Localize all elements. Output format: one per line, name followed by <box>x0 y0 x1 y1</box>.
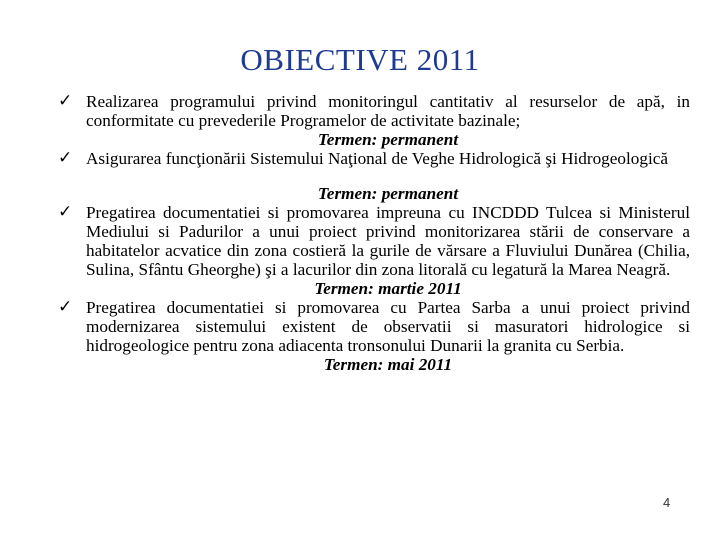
checkmark-icon: ✓ <box>58 91 73 111</box>
objective-deadline: Termen: permanent <box>317 130 459 149</box>
page-number: 4 <box>663 495 671 510</box>
checkmark-icon: ✓ <box>58 148 73 168</box>
list-item <box>58 92 690 149</box>
page-title: OBIECTIVE 2011 <box>240 42 480 77</box>
objective-text: Pregatirea documentatiei si promovarea cu Partea Sarba a unui proiect privind modernizarea sistemului existent de observatii si masuratori hidrologice si hidrogeologice pentru zona adiacenta tronsonului Dunarii la granita cu Serbia. <box>86 298 690 355</box>
objective-deadline: Termen: martie 2011 <box>314 279 462 298</box>
list-item <box>58 149 690 203</box>
checkmark-icon: ✓ <box>58 202 73 222</box>
list-item <box>58 203 690 298</box>
objective-deadline: Termen: permanent <box>317 184 459 203</box>
objective-text: Realizarea programului privind monitoringul cantitativ al resurselor de apă, in conformitate cu prevederile Programelor de activitate bazinale; <box>86 92 690 130</box>
objectives-list <box>58 92 690 374</box>
objective-deadline: Termen: mai 2011 <box>323 355 453 374</box>
checkmark-icon: ✓ <box>58 297 73 317</box>
objective-text: Asigurarea funcţionării Sistemului Naţional de Veghe Hidrologică şi Hidrogeologică <box>86 149 668 168</box>
list-item <box>58 298 690 374</box>
objective-text: Pregatirea documentatiei si promovarea impreuna cu INCDDD Tulcea si Ministerul Mediului si Padurilor a unui proiect privind monitorizarea stării de conservare a habitatelor acvatice din zona costieră la gurile de vărsare a Fluviului Dunărea (Chilia, Sulina, Sfântu Gheorghe) şi a lacurilor din zona litorală cu legatură la Marea Neagră. <box>86 203 690 279</box>
